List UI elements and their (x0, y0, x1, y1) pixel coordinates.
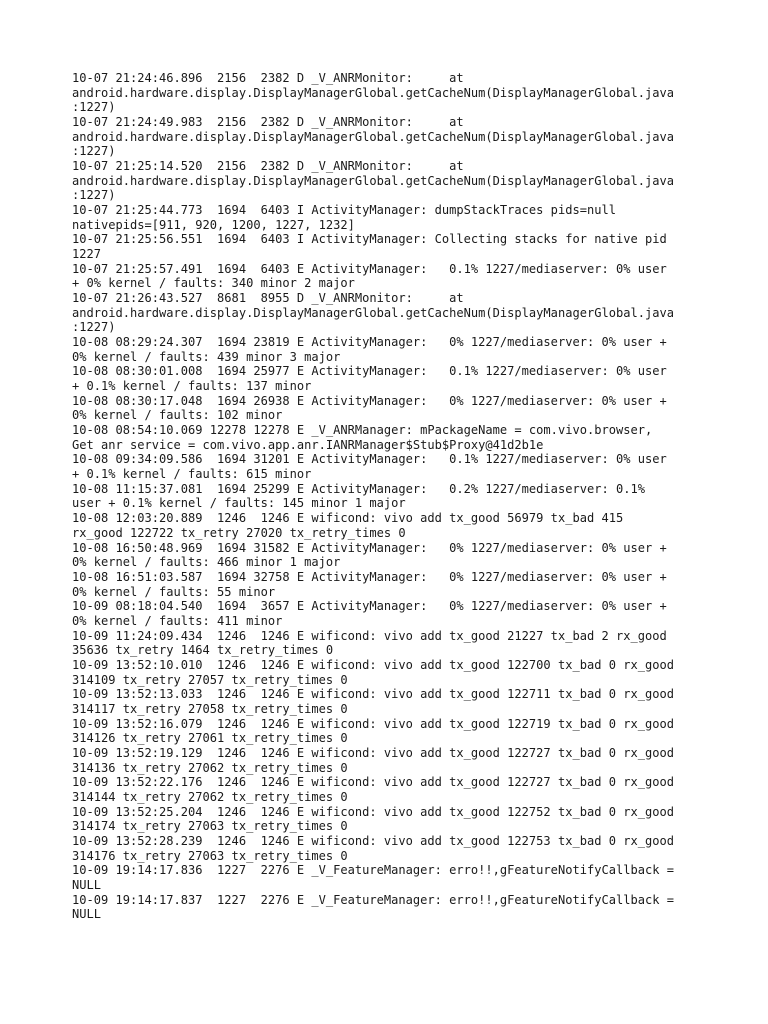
log-line: 314117 tx_retry 27058 tx_retry_times 0 (72, 701, 348, 716)
log-line: Get anr service = com.vivo.app.anr.IANRManager$Stub$Proxy@41d2b1e (72, 437, 544, 452)
log-line: 10-09 08:18:04.540 1694 3657 E ActivityManager: 0% 1227/mediaserver: 0% user + (72, 599, 667, 614)
log-line: android.hardware.display.DisplayManagerGlobal.getCacheNum(DisplayManagerGlobal.java (72, 85, 674, 100)
log-line: :1227) (72, 144, 116, 159)
log-line: 10-07 21:25:44.773 1694 6403 I ActivityManager: dumpStackTraces pids=null (72, 203, 616, 218)
log-line: 0% kernel / faults: 102 minor (72, 408, 283, 423)
log-line: 314176 tx_retry 27063 tx_retry_times 0 (72, 848, 348, 863)
log-line: nativepids=[911, 920, 1200, 1227, 1232] (72, 217, 355, 232)
log-line: 10-07 21:26:43.527 8681 8955 D _V_ANRMonitor: at (72, 291, 464, 306)
log-line: 314126 tx_retry 27061 tx_retry_times 0 (72, 731, 348, 746)
log-line: 10-09 13:52:13.033 1246 1246 E wificond: vivo add tx_good 122711 tx_bad 0 rx_good (72, 687, 674, 702)
log-line: 10-08 08:30:01.008 1694 25977 E ActivityManager: 0.1% 1227/mediaserver: 0% user (72, 364, 667, 379)
log-line: android.hardware.display.DisplayManagerGlobal.getCacheNum(DisplayManagerGlobal.java (72, 305, 674, 320)
log-line: 10-07 21:25:57.491 1694 6403 E ActivityManager: 0.1% 1227/mediaserver: 0% user (72, 261, 667, 276)
log-line: 314144 tx_retry 27062 tx_retry_times 0 (72, 789, 348, 804)
log-line: 314174 tx_retry 27063 tx_retry_times 0 (72, 819, 348, 834)
log-line: NULL (72, 877, 102, 892)
log-line: 10-09 13:52:19.129 1246 1246 E wificond: vivo add tx_good 122727 tx_bad 0 rx_good (72, 745, 674, 760)
log-line: android.hardware.display.DisplayManagerGlobal.getCacheNum(DisplayManagerGlobal.java (72, 129, 674, 144)
log-line: 10-08 08:30:17.048 1694 26938 E ActivityManager: 0% 1227/mediaserver: 0% user + (72, 393, 667, 408)
log-line: 0% kernel / faults: 439 minor 3 major (72, 349, 341, 364)
log-line: android.hardware.display.DisplayManagerGlobal.getCacheNum(DisplayManagerGlobal.java (72, 173, 674, 188)
log-line: 314136 tx_retry 27062 tx_retry_times 0 (72, 760, 348, 775)
log-line: + 0.1% kernel / faults: 615 minor (72, 467, 312, 482)
log-line: user + 0.1% kernel / faults: 145 minor 1 major (72, 496, 406, 511)
log-line: + 0% kernel / faults: 340 minor 2 major (72, 276, 355, 291)
log-line: 10-09 13:52:16.079 1246 1246 E wificond: vivo add tx_good 122719 tx_bad 0 rx_good (72, 716, 674, 731)
log-line: rx_good 122722 tx_retry 27020 tx_retry_times 0 (72, 525, 406, 540)
log-line: 10-08 08:54:10.069 12278 12278 E _V_ANRManager: mPackageName = com.vivo.browser, (72, 423, 653, 438)
log-line: 0% kernel / faults: 466 minor 1 major (72, 555, 341, 570)
log-line: 10-07 21:25:14.520 2156 2382 D _V_ANRMonitor: at (72, 159, 464, 174)
log-line: + 0.1% kernel / faults: 137 minor (72, 379, 312, 394)
log-line: :1227) (72, 100, 116, 115)
log-line: 1227 (72, 247, 102, 262)
log-line: 10-09 13:52:28.239 1246 1246 E wificond: vivo add tx_good 122753 tx_bad 0 rx_good (72, 833, 674, 848)
log-document (72, 71, 712, 922)
log-line: 10-09 13:52:22.176 1246 1246 E wificond: vivo add tx_good 122727 tx_bad 0 rx_good (72, 775, 674, 790)
log-line: 10-09 19:14:17.836 1227 2276 E _V_FeatureManager: erro!!,gFeatureNotifyCallback = (72, 863, 674, 878)
log-line: 10-07 21:24:46.896 2156 2382 D _V_ANRMonitor: at (72, 71, 464, 85)
log-line: 314109 tx_retry 27057 tx_retry_times 0 (72, 672, 348, 687)
log-line: 10-08 09:34:09.586 1694 31201 E ActivityManager: 0.1% 1227/mediaserver: 0% user (72, 452, 667, 467)
log-line: 10-08 08:29:24.307 1694 23819 E ActivityManager: 0% 1227/mediaserver: 0% user + (72, 335, 667, 350)
log-line: 10-08 16:50:48.969 1694 31582 E ActivityManager: 0% 1227/mediaserver: 0% user + (72, 540, 667, 555)
log-line: :1227) (72, 320, 116, 335)
log-line: 10-09 11:24:09.434 1246 1246 E wificond: vivo add tx_good 21227 tx_bad 2 rx_good (72, 628, 667, 643)
log-line: 10-08 12:03:20.889 1246 1246 E wificond: vivo add tx_good 56979 tx_bad 415 (72, 511, 624, 526)
log-line: 10-08 11:15:37.081 1694 25299 E ActivityManager: 0.2% 1227/mediaserver: 0.1% (72, 481, 645, 496)
log-line: :1227) (72, 188, 116, 203)
log-line: 10-08 16:51:03.587 1694 32758 E ActivityManager: 0% 1227/mediaserver: 0% user + (72, 569, 667, 584)
log-line: 10-07 21:24:49.983 2156 2382 D _V_ANRMonitor: at (72, 115, 464, 130)
log-line: NULL (72, 907, 102, 922)
log-line: 10-07 21:25:56.551 1694 6403 I ActivityManager: Collecting stacks for native pid (72, 232, 667, 247)
log-line: 10-09 13:52:10.010 1246 1246 E wificond: vivo add tx_good 122700 tx_bad 0 rx_good (72, 657, 674, 672)
log-line: 10-09 13:52:25.204 1246 1246 E wificond: vivo add tx_good 122752 tx_bad 0 rx_good (72, 804, 674, 819)
log-line: 10-09 19:14:17.837 1227 2276 E _V_FeatureManager: erro!!,gFeatureNotifyCallback = (72, 892, 674, 907)
log-line: 35636 tx_retry 1464 tx_retry_times 0 (72, 643, 334, 658)
log-line: 0% kernel / faults: 55 minor (72, 584, 276, 599)
log-line: 0% kernel / faults: 411 minor (72, 613, 283, 628)
